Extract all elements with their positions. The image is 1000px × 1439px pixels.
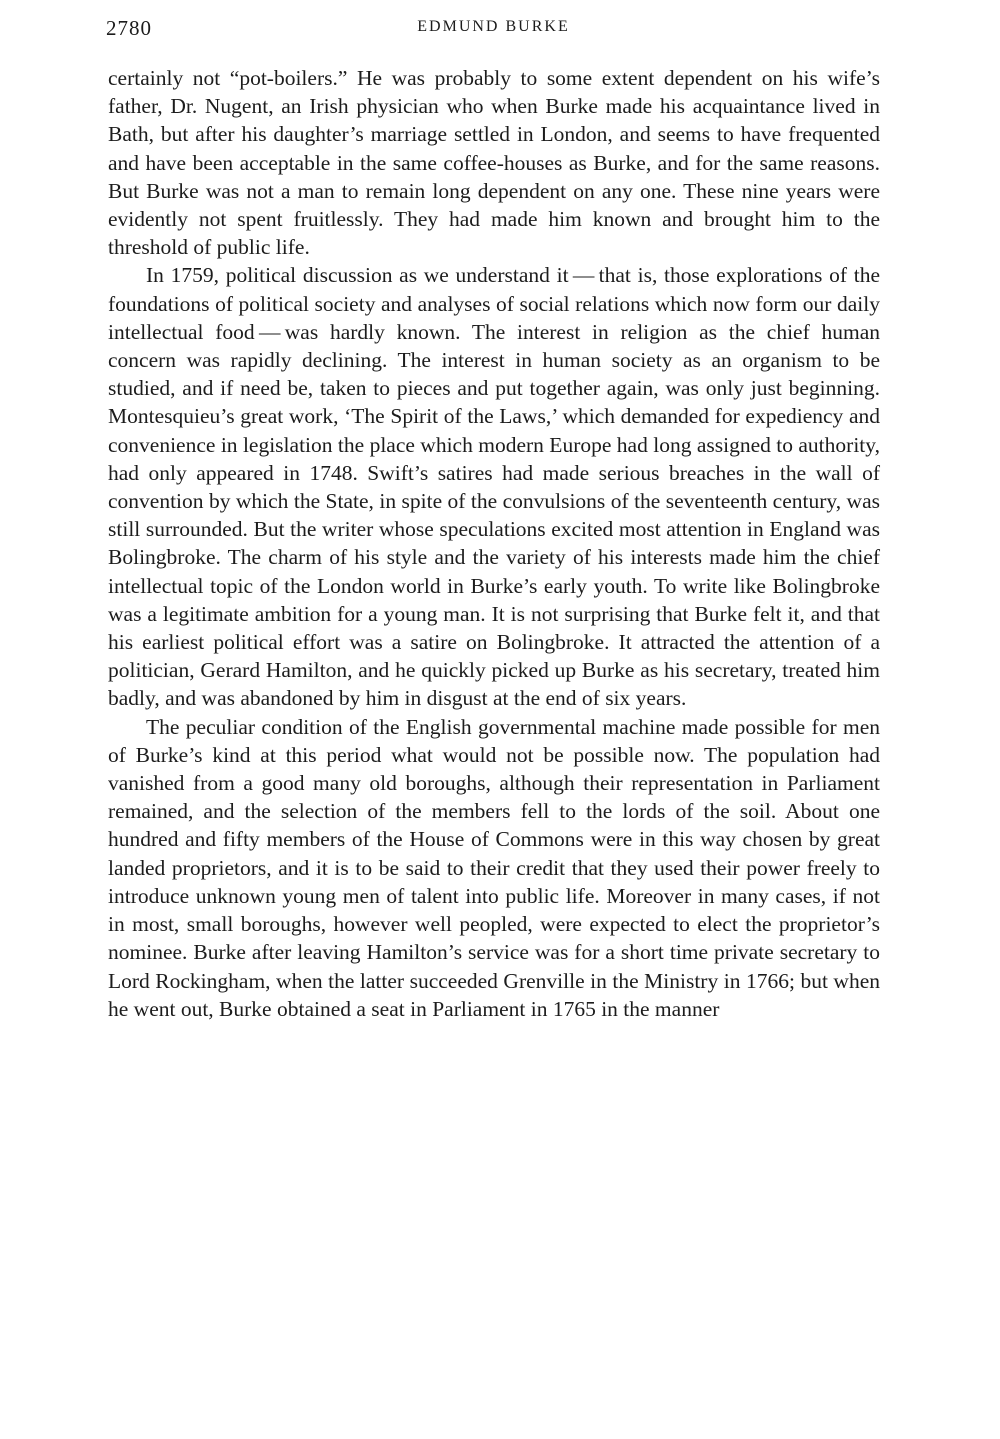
paragraph-governmental-machine: The peculiar condition of the English governmental machine made possible for men of Burke’s kind at this period what would not be possible now. The population had vanished from a good many old boroughs, although their representation in Parliament remained, and the selection of the members fell to the lords of the soil. About one hundred and fifty members of the House of Commons were in this way chosen by great landed proprietors, and it is to be said to their credit that they used their power freely to introduce unknown young men of talent into public life. Moreover in many cases, if not in most, small boroughs, however well peopled, were expected to elect the proprietor’s nominee. Burke after leaving Hamilton’s service was for a short time private secretary to Lord Rockingham, when the latter succeeded Grenville in the Ministry in 1766; but when he went out, Burke obtained a seat in Parliament in 1765 in the manner [108,714,880,1021]
body-text [108,64,880,1023]
page-number: 2780 [106,16,152,40]
paragraph-continuation: certainly not “pot-boilers.” He was probably to some extent dependent on his wife’s father, Dr. Nugent, an Irish physician who when Burke made his acquaintance lived in Bath, but after his daughter’s marriage settled in London, and seems to have frequented and have been acceptable in the same coffee-houses as Burke, and for the same reasons. But Burke was not a man to remain long dependent on any one. These nine years were evidently not spent fruitlessly. They had made him known and brought him to the threshold of public life. [108,66,880,260]
running-title: EDMUND BURKE [417,18,570,35]
paragraph-political-discussion: In 1759, political discussion as we understand it — that is, those explorations of the foundations of political society and analyses of social relations which now form our daily intellectual food — was hardly known. The interest in religion as the chief human concern was rapidly declining. The interest in human society as an organism to be studied, and if need be, taken to pieces and put together again, was only just beginning. Montesquieu’s great work, ‘The Spirit of the Laws,’ which demanded for expediency and convenience in legislation the place which modern Europe had long assigned to authority, had only appeared in 1748. Swift’s satires had made serious breaches in the wall of convention by which the State, in spite of the convulsions of the seventeenth century, was still surrounded. But the writer whose speculations excited most attention in England was Bolingbroke. The charm of his style and the variety of his interests made him the chief intellectual topic of the London world in Burke’s early youth. To write like Bolingbroke was a legitimate ambition for a young man. It is not surprising that Burke felt it, and that his earliest political effort was a satire on Bolingbroke. It attracted the attention of a politician, Gerard Hamilton, and he quickly picked up Burke as his secretary, treated him badly, and was abandoned by him in disgust at the end of six years. [108,263,880,711]
running-head [106,14,881,44]
